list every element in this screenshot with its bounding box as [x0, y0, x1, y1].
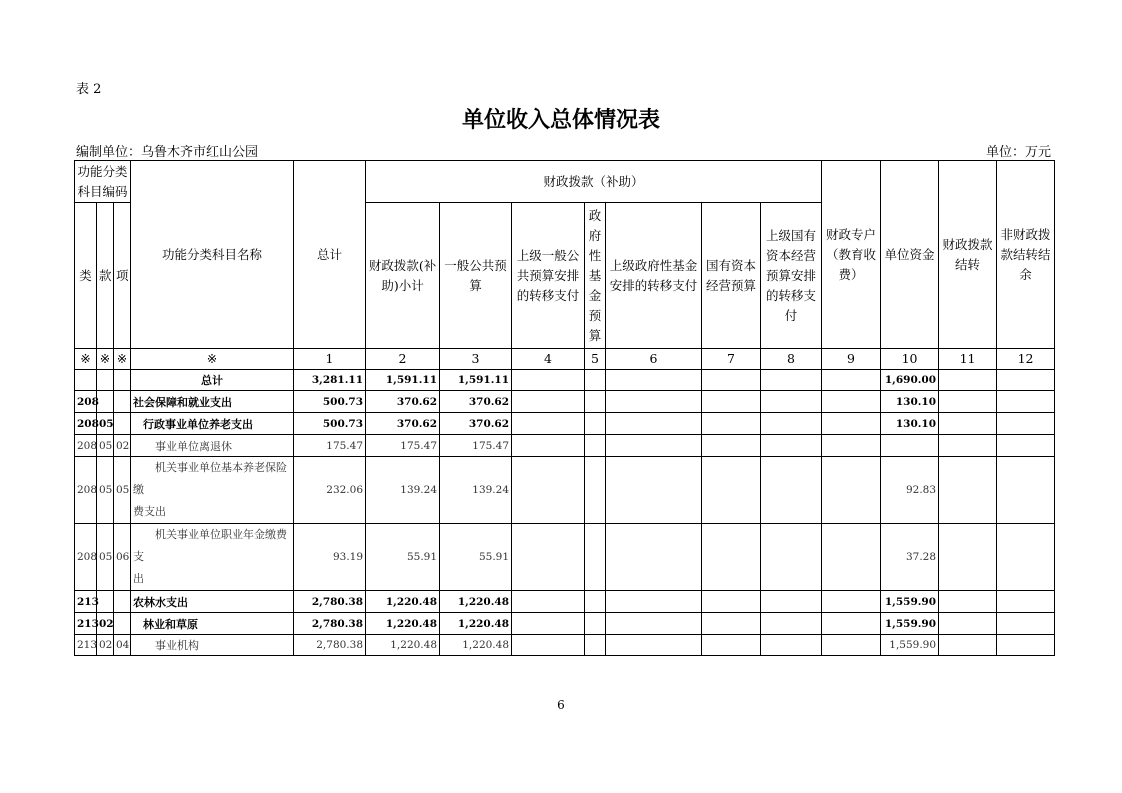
cell-empty: [822, 524, 881, 591]
cell-empty: [761, 591, 822, 613]
cell-section: [97, 370, 114, 391]
cell-fiscal-subtotal: 1,591.11: [366, 370, 440, 391]
compiler-unit: 编制单位：乌鲁木齐市红山公园: [76, 145, 259, 160]
cell-general-budget: 1,220.48: [440, 613, 512, 635]
cell-class: 208: [75, 391, 97, 413]
cell-name: [131, 524, 294, 591]
cell-unit-funds: 130.10: [881, 413, 939, 435]
cell-class: 213: [75, 635, 97, 656]
cell-name-line: 机关事业单位基本养老保险缴: [133, 461, 288, 496]
cell-empty: [997, 524, 1055, 591]
cell-general-budget: 175.47: [440, 435, 512, 457]
cell-empty: [702, 591, 761, 613]
cell-name-line: 出: [133, 572, 145, 585]
cell-total: 2,780.38: [294, 591, 366, 613]
cell-name: 总计: [131, 370, 294, 391]
cell-empty: [702, 391, 761, 413]
cell-name: 林业和草原: [131, 613, 294, 635]
cell-total: 93.19: [294, 524, 366, 591]
cell-class: 208: [75, 524, 97, 591]
cell-empty: [822, 591, 881, 613]
index-row: [75, 349, 1055, 370]
index-cell: 11: [939, 349, 997, 370]
index-cell: 5: [585, 349, 606, 370]
cell-empty: [761, 391, 822, 413]
index-cell: 6: [606, 349, 702, 370]
cell-empty: [822, 613, 881, 635]
index-cell: 12: [997, 349, 1055, 370]
cell-fiscal-subtotal: 370.62: [366, 391, 440, 413]
cell-empty: [512, 591, 585, 613]
cell-total: 2,780.38: [294, 613, 366, 635]
cell-total: 500.73: [294, 413, 366, 435]
cell-empty: [939, 370, 997, 391]
cell-empty: [585, 435, 606, 457]
header-code-group: 功能分类科目编码: [75, 161, 131, 203]
cell-empty: [939, 391, 997, 413]
cell-section: 02: [97, 613, 114, 635]
cell-general-budget: 55.91: [440, 524, 512, 591]
income-table: [74, 160, 1055, 656]
cell-empty: [702, 457, 761, 524]
cell-fiscal-subtotal: 55.91: [366, 524, 440, 591]
cell-unit-funds: 1,559.90: [881, 613, 939, 635]
cell-general-budget: 370.62: [440, 391, 512, 413]
cell-item: [114, 591, 131, 613]
cell-empty: [761, 457, 822, 524]
cell-empty: [585, 613, 606, 635]
table-label: 表 2: [76, 82, 102, 97]
cell-empty: [761, 635, 822, 656]
cell-unit-funds: 1,559.90: [881, 635, 939, 656]
header-unit-funds: 单位资金: [881, 161, 939, 349]
cell-empty: [939, 635, 997, 656]
header-fiscal-group: 财政拨款（补助）: [366, 161, 822, 203]
cell-class: 213: [75, 613, 97, 635]
cell-empty: [585, 391, 606, 413]
index-cell: 9: [822, 349, 881, 370]
cell-unit-funds: 92.83: [881, 457, 939, 524]
cell-item: [114, 370, 131, 391]
cell-item: [114, 613, 131, 635]
cell-empty: [822, 391, 881, 413]
cell-empty: [761, 613, 822, 635]
header-fiscal-carryover: 财政拨款结转: [939, 161, 997, 349]
cell-empty: [997, 457, 1055, 524]
index-cell: ※: [75, 349, 97, 370]
header-state-capital-budget: 国有资本经营预算: [702, 203, 761, 349]
index-cell: 4: [512, 349, 585, 370]
currency-unit: 单位：万元: [985, 145, 1051, 160]
table-row: [75, 457, 1055, 524]
cell-empty: [512, 524, 585, 591]
cell-empty: [512, 370, 585, 391]
cell-empty: [939, 457, 997, 524]
cell-section: [97, 391, 114, 413]
cell-unit-funds: 1,690.00: [881, 370, 939, 391]
table-row: [75, 391, 1055, 413]
cell-empty: [606, 457, 702, 524]
header-general-budget: 一般公共预算: [440, 203, 512, 349]
page-number: 6: [557, 698, 565, 712]
cell-empty: [939, 613, 997, 635]
cell-empty: [997, 635, 1055, 656]
index-cell: ※: [97, 349, 114, 370]
header-name: 功能分类科目名称: [131, 161, 294, 349]
cell-empty: [822, 435, 881, 457]
cell-item: [114, 413, 131, 435]
cell-general-budget: 1,591.11: [440, 370, 512, 391]
cell-section: [97, 591, 114, 613]
cell-general-budget: 1,220.48: [440, 591, 512, 613]
cell-class: 213: [75, 591, 97, 613]
cell-general-budget: 139.24: [440, 457, 512, 524]
header-upper-general-transfer: 上级一般公共预算安排的转移支付: [512, 203, 585, 349]
cell-section: 05: [97, 457, 114, 524]
cell-empty: [761, 524, 822, 591]
cell-empty: [585, 413, 606, 435]
cell-fiscal-subtotal: 1,220.48: [366, 635, 440, 656]
cell-empty: [606, 370, 702, 391]
cell-name: [131, 457, 294, 524]
table-row: [75, 413, 1055, 435]
cell-fiscal-subtotal: 1,220.48: [366, 591, 440, 613]
header-section: 款: [97, 203, 114, 349]
cell-empty: [997, 435, 1055, 457]
cell-empty: [761, 370, 822, 391]
cell-section: 05: [97, 435, 114, 457]
cell-empty: [512, 613, 585, 635]
cell-empty: [702, 435, 761, 457]
cell-name-line: 机关事业单位职业年金缴费支: [133, 528, 288, 563]
cell-unit-funds: [881, 435, 939, 457]
cell-section: 02: [97, 635, 114, 656]
cell-name: 事业单位离退休: [131, 435, 294, 457]
cell-empty: [822, 370, 881, 391]
index-cell: ※: [131, 349, 294, 370]
index-cell: 1: [294, 349, 366, 370]
cell-empty: [512, 435, 585, 457]
cell-empty: [606, 613, 702, 635]
cell-class: 208: [75, 413, 97, 435]
table-row: [75, 435, 1055, 457]
cell-total: 2,780.38: [294, 635, 366, 656]
header-fiscal-subtotal: 财政拨款(补助)小计: [366, 203, 440, 349]
cell-empty: [606, 413, 702, 435]
header-nonfiscal-carryover: 非财政拨款结转结余: [997, 161, 1055, 349]
cell-empty: [997, 591, 1055, 613]
cell-general-budget: 1,220.48: [440, 635, 512, 656]
cell-empty: [997, 413, 1055, 435]
cell-general-budget: 370.62: [440, 413, 512, 435]
index-cell: 8: [761, 349, 822, 370]
cell-empty: [585, 457, 606, 524]
header-special-education: 财政专户（教育收费）: [822, 161, 881, 349]
cell-empty: [939, 591, 997, 613]
header-gov-fund-budget: 政府性基金预算: [585, 203, 606, 349]
header-item: 项: [114, 203, 131, 349]
header-class: 类: [75, 203, 97, 349]
cell-section: 05: [97, 413, 114, 435]
cell-fiscal-subtotal: 370.62: [366, 413, 440, 435]
cell-name: 社会保障和就业支出: [131, 391, 294, 413]
cell-unit-funds: 37.28: [881, 524, 939, 591]
header-upper-state-capital-transfer: 上级国有资本经营预算安排的转移支付: [761, 203, 822, 349]
table-row: [75, 591, 1055, 613]
table-row: [75, 370, 1055, 391]
index-cell: 10: [881, 349, 939, 370]
cell-empty: [606, 435, 702, 457]
cell-empty: [761, 413, 822, 435]
header-total: 总计: [294, 161, 366, 349]
cell-empty: [512, 457, 585, 524]
cell-empty: [822, 457, 881, 524]
cell-class: [75, 370, 97, 391]
cell-empty: [606, 391, 702, 413]
cell-fiscal-subtotal: 1,220.48: [366, 613, 440, 635]
cell-name: 农林水支出: [131, 591, 294, 613]
cell-empty: [512, 635, 585, 656]
index-cell: 2: [366, 349, 440, 370]
cell-item: [114, 391, 131, 413]
cell-empty: [585, 524, 606, 591]
cell-name-line: 费支出: [133, 505, 167, 518]
cell-empty: [512, 413, 585, 435]
table-row: [75, 613, 1055, 635]
cell-empty: [702, 635, 761, 656]
cell-total: 232.06: [294, 457, 366, 524]
cell-empty: [997, 391, 1055, 413]
cell-empty: [997, 370, 1055, 391]
cell-unit-funds: 130.10: [881, 391, 939, 413]
cell-empty: [606, 524, 702, 591]
cell-empty: [512, 391, 585, 413]
cell-empty: [585, 635, 606, 656]
index-cell: 7: [702, 349, 761, 370]
cell-total: 500.73: [294, 391, 366, 413]
header-upper-gov-fund-transfer: 上级政府性基金安排的转移支付: [606, 203, 702, 349]
cell-empty: [606, 635, 702, 656]
cell-total: 175.47: [294, 435, 366, 457]
cell-fiscal-subtotal: 139.24: [366, 457, 440, 524]
cell-empty: [702, 370, 761, 391]
page-title: 单位收入总体情况表: [461, 108, 660, 133]
cell-item: 06: [114, 524, 131, 591]
cell-empty: [822, 413, 881, 435]
cell-fiscal-subtotal: 175.47: [366, 435, 440, 457]
cell-empty: [585, 591, 606, 613]
cell-empty: [939, 435, 997, 457]
cell-empty: [702, 524, 761, 591]
cell-section: 05: [97, 524, 114, 591]
cell-unit-funds: 1,559.90: [881, 591, 939, 613]
index-cell: ※: [114, 349, 131, 370]
cell-empty: [585, 370, 606, 391]
cell-empty: [939, 413, 997, 435]
table-row: [75, 635, 1055, 656]
cell-name: 行政事业单位养老支出: [131, 413, 294, 435]
cell-name: 事业机构: [131, 635, 294, 656]
table-row: [75, 524, 1055, 591]
cell-item: 05: [114, 457, 131, 524]
cell-empty: [702, 413, 761, 435]
cell-total: 3,281.11: [294, 370, 366, 391]
cell-empty: [761, 435, 822, 457]
cell-class: 208: [75, 457, 97, 524]
cell-item: 04: [114, 635, 131, 656]
cell-item: 02: [114, 435, 131, 457]
cell-empty: [939, 524, 997, 591]
index-cell: 3: [440, 349, 512, 370]
cell-empty: [822, 635, 881, 656]
cell-class: 208: [75, 435, 97, 457]
cell-empty: [702, 613, 761, 635]
cell-empty: [997, 613, 1055, 635]
cell-empty: [606, 591, 702, 613]
